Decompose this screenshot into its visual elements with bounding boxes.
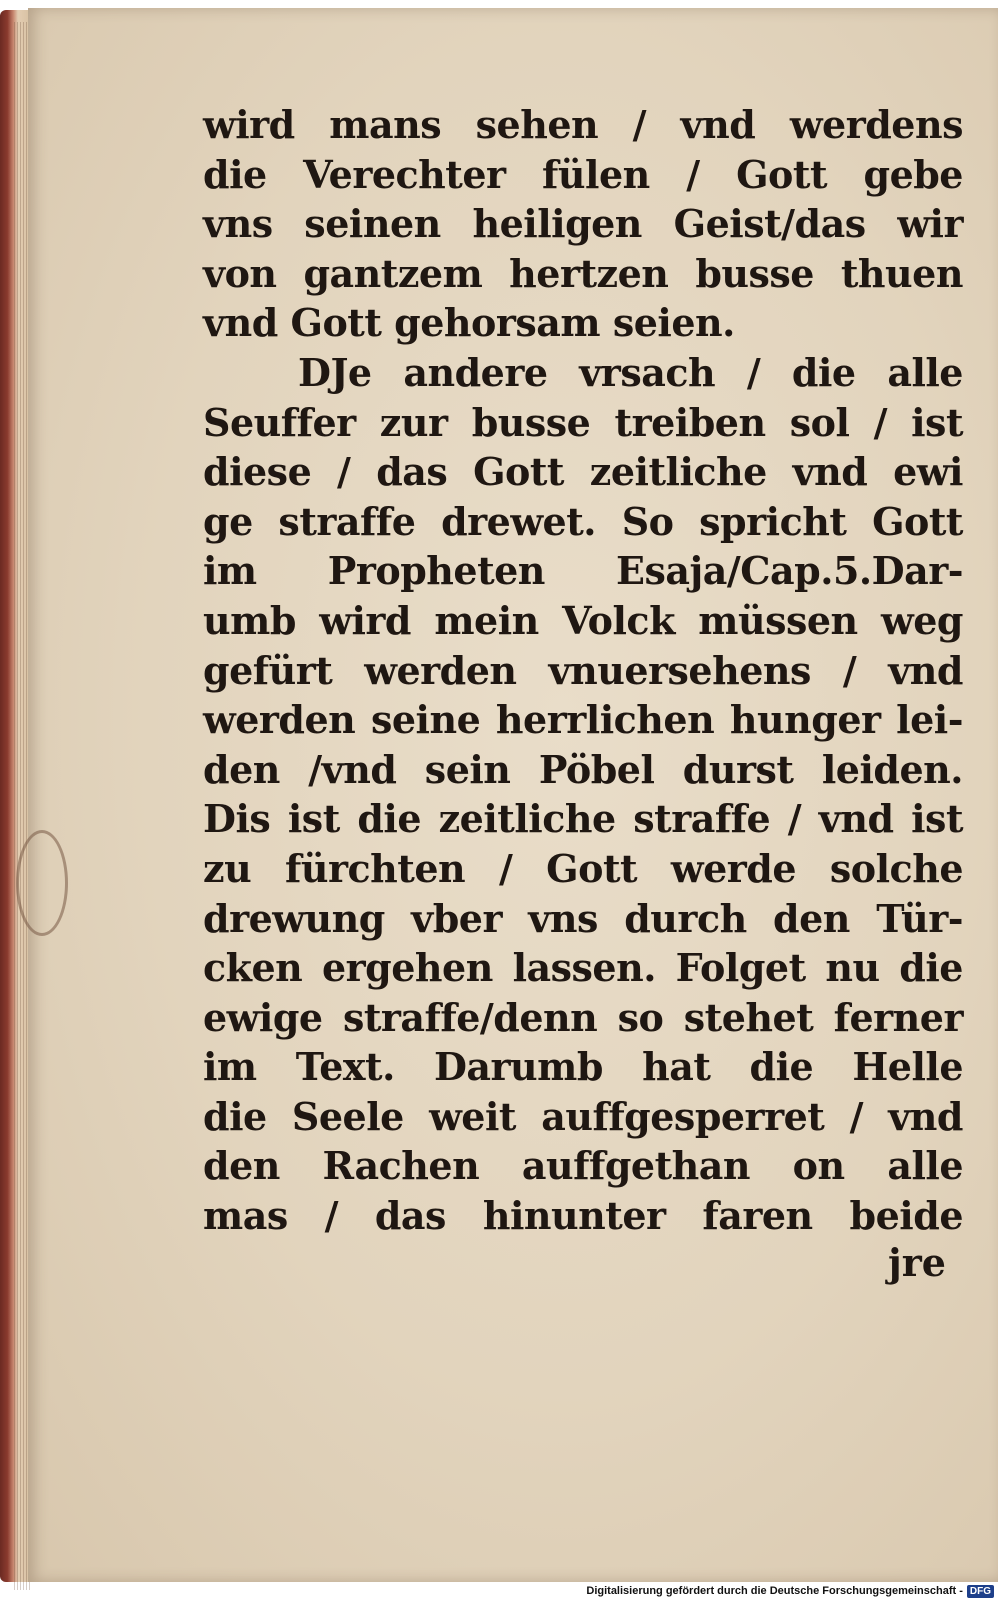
- text-block: [203, 100, 963, 1241]
- text-line: ge straffe drewet. So spricht Gott: [203, 498, 963, 544]
- funding-credit: Digitalisierung gefördert durch die Deutsche Forschungsgemeinschaft -: [586, 1585, 963, 1597]
- book-edge: [0, 10, 30, 1582]
- text-line: vns seinen heiligen Geist/das wir: [203, 201, 963, 247]
- text-line: umb wird mein Volck müssen weg: [203, 597, 963, 643]
- text-line: wird mans sehen / vnd werdens: [203, 102, 963, 147]
- text-line: gefürt werden vnuersehens / vnd: [203, 647, 963, 693]
- text-line: ewige straffe/denn so stehet ferner: [203, 994, 963, 1040]
- text-line: mas / das hinunter faren beide: [203, 1193, 963, 1239]
- footer-banner: [586, 1582, 994, 1600]
- clasp-ring: [16, 830, 68, 936]
- text-line: diese / das Gott zeitliche vnd ewi: [203, 449, 963, 495]
- text-line: den /vnd sein Pöbel durst leiden.: [203, 746, 963, 792]
- dfg-logo-icon: DFG: [967, 1585, 994, 1598]
- text-line: im Text. Darumb hat die Helle: [203, 1044, 963, 1090]
- book-page: [28, 8, 998, 1582]
- text-line: zu fürchten / Gott werde solche: [203, 845, 963, 891]
- text-line: im Propheten Esaja/Cap.5.Dar-: [203, 548, 963, 594]
- text-line: vnd Gott gehorsam seien.: [203, 300, 735, 346]
- text-line: von gantzem hertzen busse thuen: [203, 250, 963, 296]
- text-line: drewung vber vns durch den Tür-: [203, 895, 963, 941]
- text-line: den Rachen auffgethan on alle: [203, 1143, 963, 1189]
- text-line: cken ergehen lassen. Folget nu die: [203, 945, 963, 991]
- text-line: DJe andere vrsach / die alle: [298, 349, 963, 395]
- text-line: Dis ist die zeitliche straffe / vnd ist: [203, 796, 963, 842]
- text-line: werden seine herrlichen hunger lei-: [203, 697, 963, 743]
- catchword: jre: [888, 1240, 946, 1285]
- text-line: die Seele weit auffgesperret / vnd: [203, 1093, 963, 1139]
- text-line: Seuffer zur busse treiben sol / ist: [203, 399, 963, 445]
- text-line: die Verechter fülen / Gott gebe: [203, 151, 963, 197]
